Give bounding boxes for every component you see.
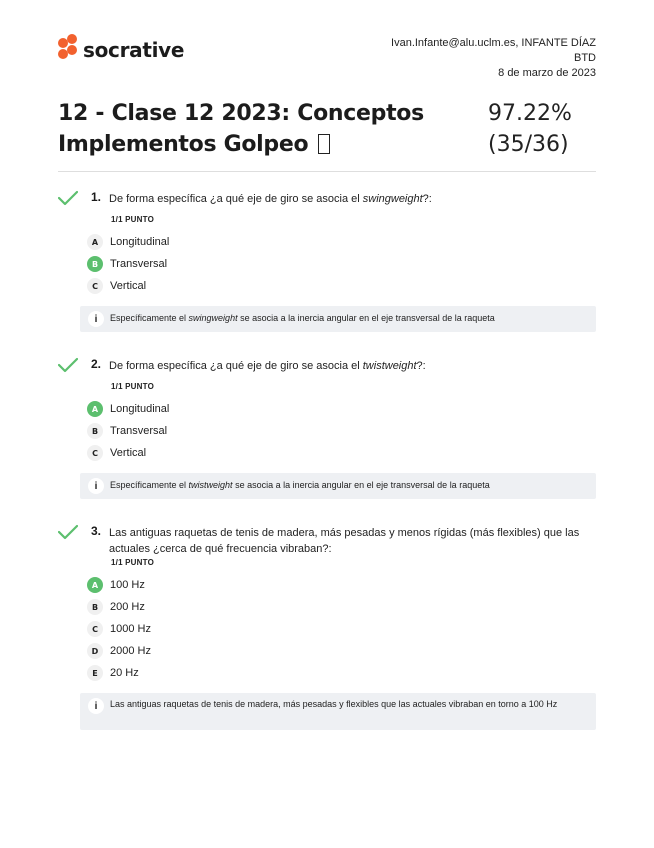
option-letter-badge: B — [87, 599, 103, 615]
question-text: Las antiguas raquetas de tenis de madera, más pesadas y menos rígidas (más flexibles) que las actuales ¿cerca de qué frecuencia vibraban?: — [109, 527, 580, 555]
explanation-text — [110, 312, 584, 325]
option-letter-badge: C — [87, 445, 103, 461]
question-text-italic: swingweight — [362, 193, 423, 205]
question-points: 1/1 PUNTO — [111, 215, 154, 224]
score-fraction: (35/36) — [488, 132, 569, 157]
checkmark-icon — [58, 190, 78, 206]
option-letter-badge: E — [87, 665, 103, 681]
option-label: 20 Hz — [110, 667, 139, 679]
option-label: Longitudinal — [110, 236, 170, 248]
option-label: Vertical — [110, 280, 147, 292]
option-label: Transversal — [110, 425, 168, 437]
header-divider — [58, 171, 596, 172]
answer-option-a — [87, 577, 145, 593]
quiz-title-row — [58, 98, 596, 160]
socrative-logo — [58, 36, 184, 64]
question-text-part: De forma específica ¿a qué eje de giro se asocia el — [109, 193, 363, 205]
explanation-box — [80, 693, 596, 730]
question-number: 3. — [91, 524, 102, 538]
explanation-part: Específicamente el — [110, 313, 189, 323]
checkmark-icon — [58, 524, 78, 540]
socrative-logo-icon — [58, 36, 80, 64]
option-label: Longitudinal — [110, 403, 170, 415]
quiz-title-line2-text: Implementos Golpeo — [58, 132, 309, 157]
option-letter-badge: C — [87, 621, 103, 637]
checkmark-icon — [58, 357, 78, 373]
option-label: 100 Hz — [110, 579, 145, 591]
option-letter-badge-correct: A — [87, 577, 103, 593]
info-icon: i — [88, 478, 104, 494]
explanation-part: Específicamente el — [110, 480, 189, 490]
explanation-box — [80, 473, 596, 499]
quiz-title-line2 — [58, 129, 458, 160]
report-date: 8 de marzo de 2023 — [498, 67, 596, 79]
option-label: 2000 Hz — [110, 645, 151, 657]
option-letter-badge-correct: B — [87, 256, 103, 272]
explanation-part: se asocia a la inercia angular en el eje transversal de la raqueta — [237, 313, 495, 323]
option-letter-badge-correct: A — [87, 401, 103, 417]
answer-option-b — [87, 256, 167, 272]
quiz-title — [58, 98, 458, 160]
score-percent: 97.22% — [488, 101, 572, 126]
question-text-part: ?: — [422, 193, 432, 205]
quiz-title-line1: 12 - Clase 12 2023: Conceptos — [58, 101, 424, 126]
question-text-italic: twistweight — [362, 360, 417, 372]
student-meta — [391, 36, 596, 81]
answer-option-c — [87, 621, 151, 637]
question-number: 2. — [91, 357, 102, 371]
answer-option-c — [87, 445, 146, 461]
info-icon: i — [88, 698, 104, 714]
question-text — [109, 358, 589, 374]
answer-option-d — [87, 643, 151, 659]
option-label: 1000 Hz — [110, 623, 151, 635]
explanation-italic: twistweight — [188, 480, 233, 490]
explanation-box — [80, 306, 596, 332]
missing-glyph-icon — [318, 134, 330, 154]
brand-name: socrative — [83, 38, 185, 62]
explanation-italic: swingweight — [188, 313, 238, 323]
report-header — [58, 36, 596, 86]
question-text — [109, 191, 589, 207]
info-icon: i — [88, 311, 104, 327]
option-label: Vertical — [110, 447, 147, 459]
option-label: 200 Hz — [110, 601, 145, 613]
option-letter-badge: B — [87, 423, 103, 439]
option-letter-badge: D — [87, 643, 103, 659]
explanation-text: Las antiguas raquetas de tenis de madera, más pesadas y flexibles que las actuales vibraban en torno a 100 Hz — [110, 699, 558, 709]
option-label: Transversal — [110, 258, 168, 270]
answer-option-a — [87, 234, 169, 250]
question-text-part: ?: — [416, 360, 426, 372]
option-letter-badge: A — [87, 234, 103, 250]
student-email-name: Ivan.Infante@alu.uclm.es, INFANTE DÍAZ — [391, 37, 596, 49]
option-letter-badge: C — [87, 278, 103, 294]
question-points: 1/1 PUNTO — [111, 558, 154, 567]
question-points: 1/1 PUNTO — [111, 382, 154, 391]
quiz-score — [488, 98, 572, 160]
answer-option-c — [87, 278, 146, 294]
answer-option-b — [87, 599, 145, 615]
question-number: 1. — [91, 190, 102, 204]
explanation-part: se asocia a la inercia angular en el eje transversal de la raqueta — [232, 480, 490, 490]
explanation-text — [110, 479, 584, 492]
answer-option-e — [87, 665, 139, 681]
student-group: BTD — [574, 52, 596, 64]
answer-option-b — [87, 423, 167, 439]
answer-option-a — [87, 401, 169, 417]
question-text-part: De forma específica ¿a qué eje de giro se asocia el — [109, 360, 363, 372]
